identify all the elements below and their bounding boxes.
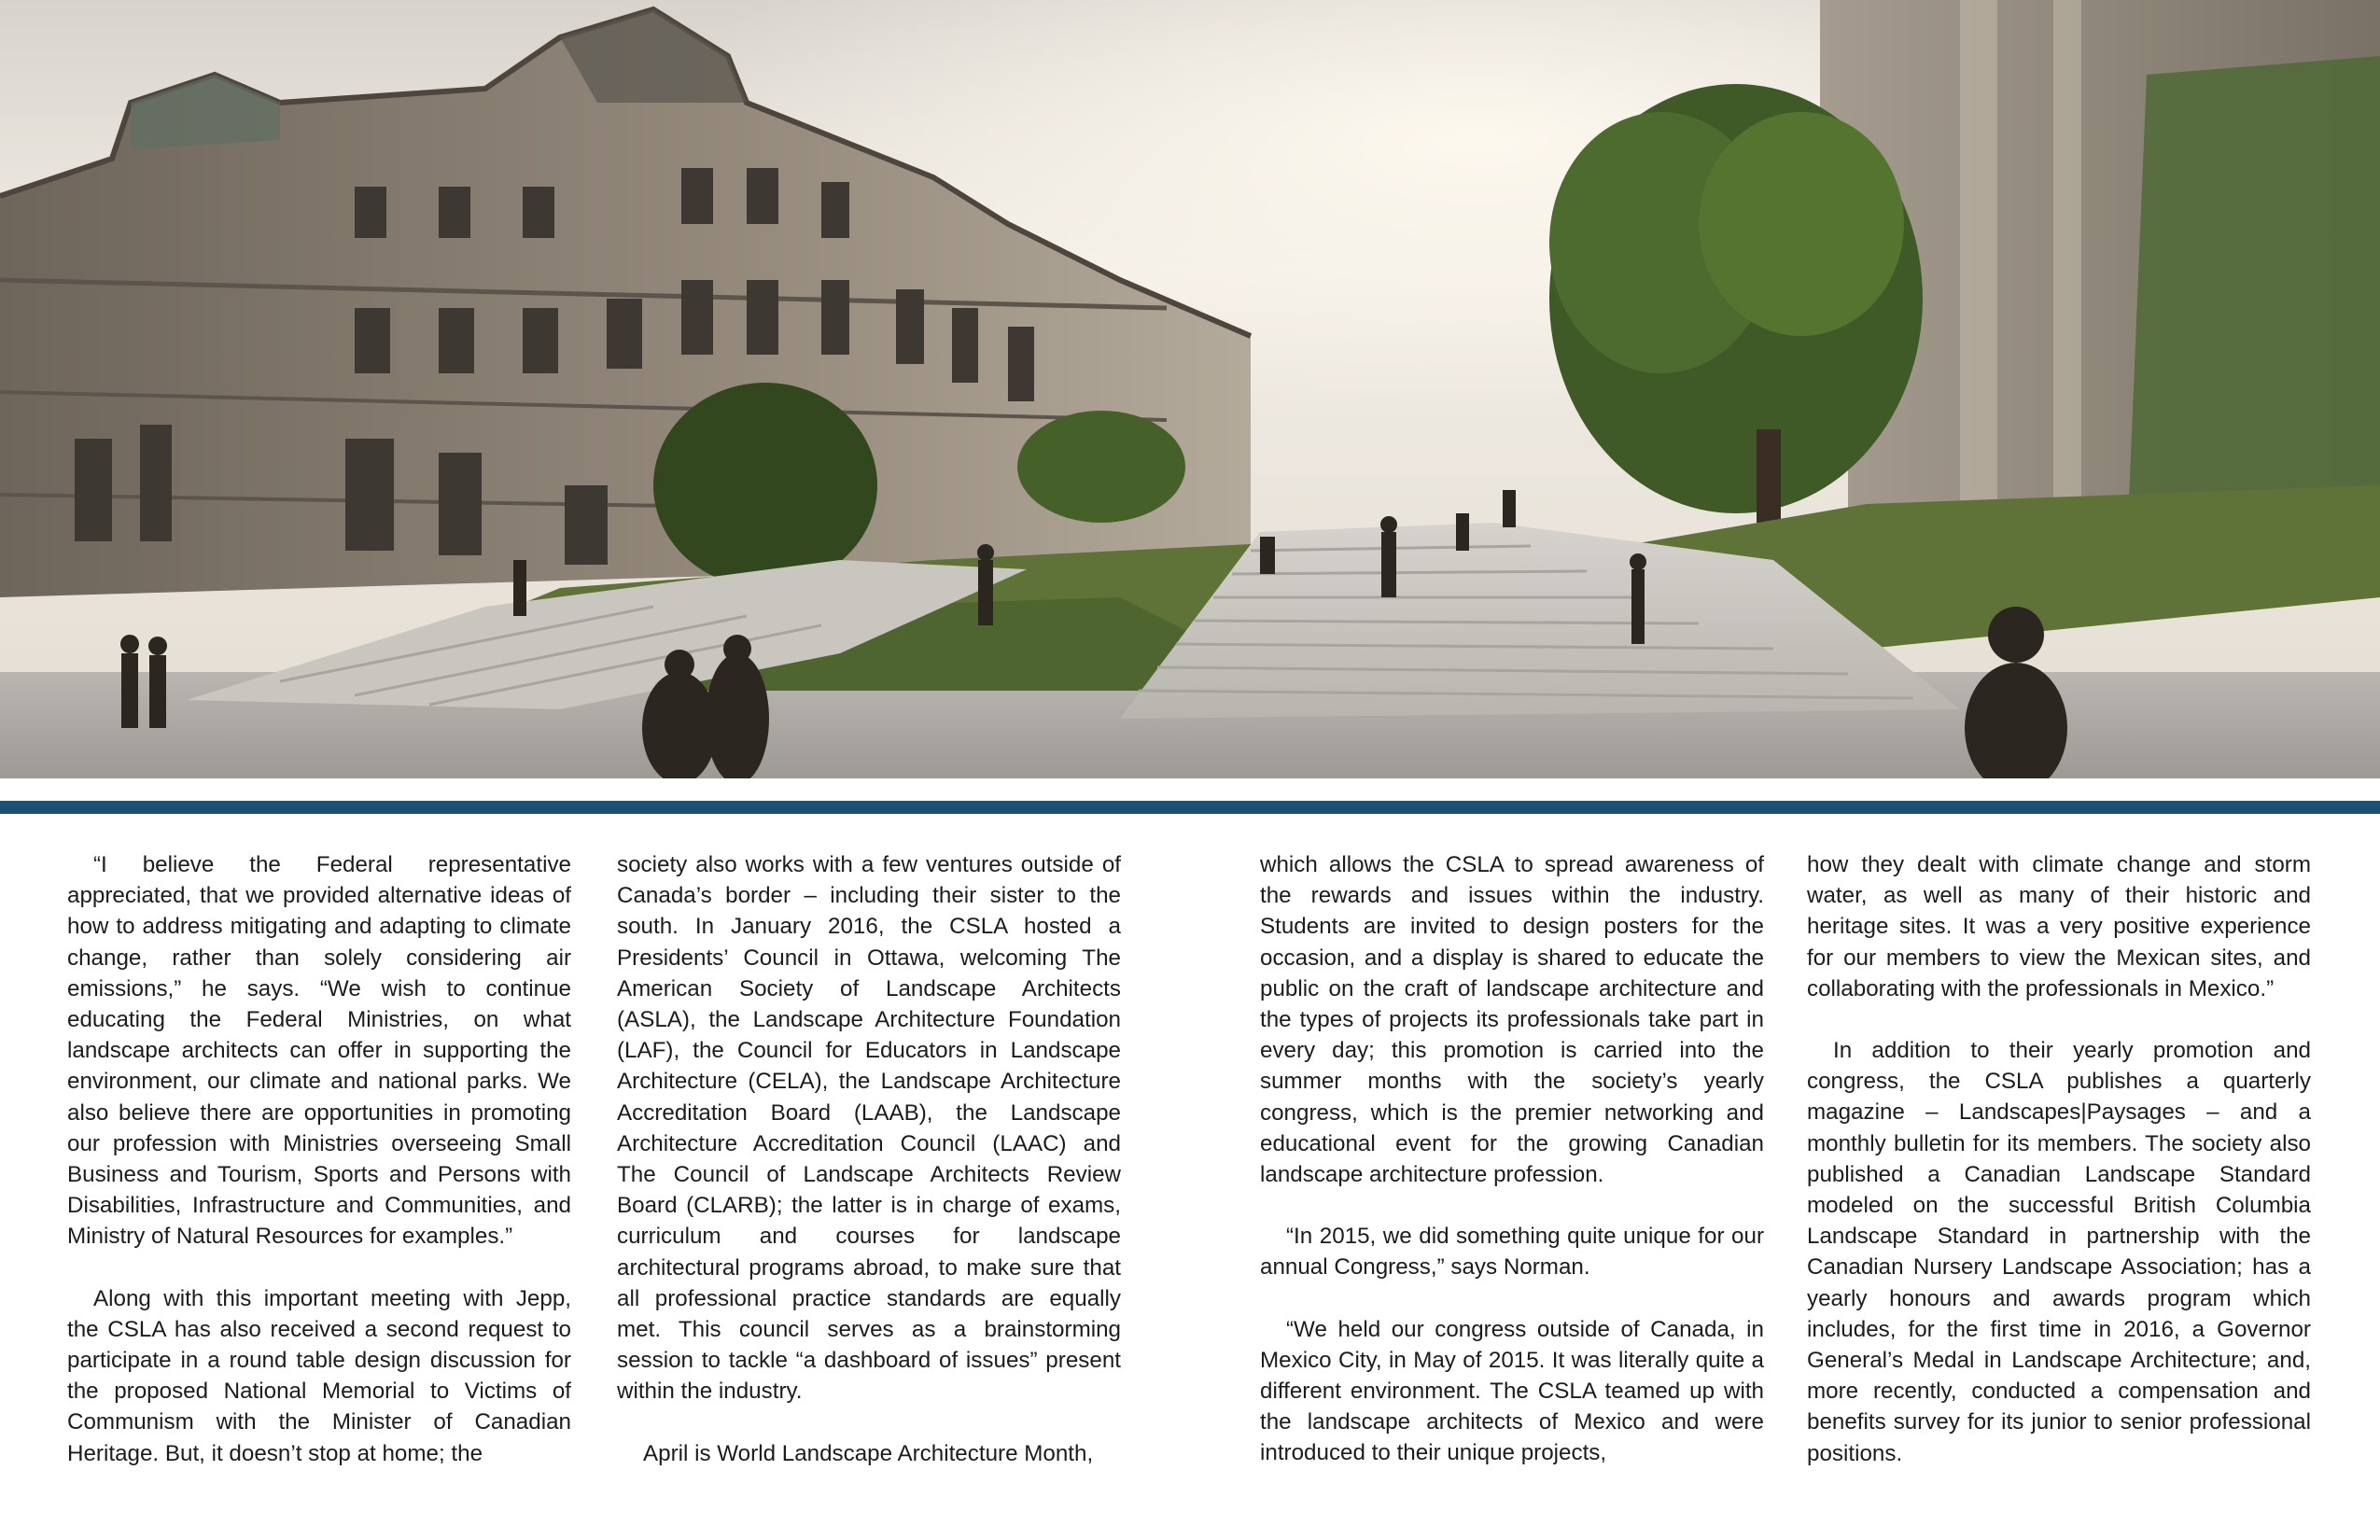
text-column-3 <box>1260 849 1764 1469</box>
paragraph: In addition to their yearly promotion and congress, the CSLA publishes a quarterly magazine – Landscapes|Paysages – and a monthly bulletin for its members. The society also published a Canadian Landscape Standard modeled on the successful British Columbia Landscape Standard in partnership with the Canadian Nursery Landscape Association; has a yearly honours and awards program which includes, for the first time in 2016, a Governor General’s Medal in Landscape Architecture; and, more recently, conducted a compensation and benefits survey for its junior to senior professional positions. <box>1807 1038 2311 1466</box>
paragraph: “In 2015, we did something quite unique for our annual Congress,” says Norman. <box>1260 1224 1764 1281</box>
tree <box>653 383 877 588</box>
paragraph: “I believe the Federal representative appreciated, that we provided alternative ideas of how to address mitigating and adapting to climate change, rather than solely considering air emissions,” he says. “We wish to continue educating the Federal Ministries, on what landscape architects can offer in supporting the environment, our climate and national parks. We also believe there are opportunities in promoting our profession with Ministries overseeing Small Business and Tourism, Sports and Persons with Disabilities, Infrastructure and Communities, and Ministry of Natural Resources for examples.” <box>67 852 571 1250</box>
text-column-2 <box>617 849 1121 1469</box>
paragraph: which allows the CSLA to spread awareness of the rewards and issues within the industry. Students are invited to design posters for the occasion, and a display is shared to educate the public on the craft of landscape architecture and the types of projects its professionals take part in every day; this promotion is carried into the summer months with the society’s yearly congress, which is the premier networking and educational event for the growing Canadian landscape architecture profession. <box>1260 852 1764 1188</box>
paragraph: April is World Landscape Architecture Month, <box>643 1440 1094 1466</box>
text-column-1 <box>67 849 571 1469</box>
divider-rule <box>0 801 2380 814</box>
text-column-4 <box>1807 849 2311 1469</box>
paragraph: society also works with a few ventures outside of Canada’s border – including their sister to the south. In January 2016, the CSLA hosted a Presidents’ Council in Ottawa, welcoming The American Society of Landscape Architects (ASLA), the Landscape Architecture Foundation (LAF), the Council for Educators in Landscape Architecture (CELA), the Landscape Architecture Accreditation Board (LAAB), the Landscape Architecture Accreditation Council (LAAC) and The Council of Landscape Architects Review Board (CLARB); the latter is in charge of exams, curriculum and courses for landscape architectural programs abroad, to make sure that all professional practice standards are equally met. This council serves as a brainstorming session to tackle “a dashboard of issues” present within the industry. <box>617 852 1121 1405</box>
tree <box>1017 411 1185 523</box>
paragraph: how they dealt with climate change and storm water, as well as many of their historic and heritage sites. It was a very positive experience for our members to view the Mexican sites, and collaborating with the professionals in Mexico.” <box>1807 852 2311 1001</box>
paragraph: “We held our congress outside of Canada, in Mexico City, in May of 2015. It was literally quite a different environment. The CSLA teamed up with the landscape architects of Mexico and were introduced to their unique projects, <box>1260 1316 1764 1466</box>
paragraph: Along with this important meeting with Jepp, the CSLA has also received a second request to participate in a round table design discussion for the proposed National Memorial to Victims of Communism with the Minister of Canadian Heritage. But, it doesn’t stop at home; the <box>67 1285 571 1466</box>
